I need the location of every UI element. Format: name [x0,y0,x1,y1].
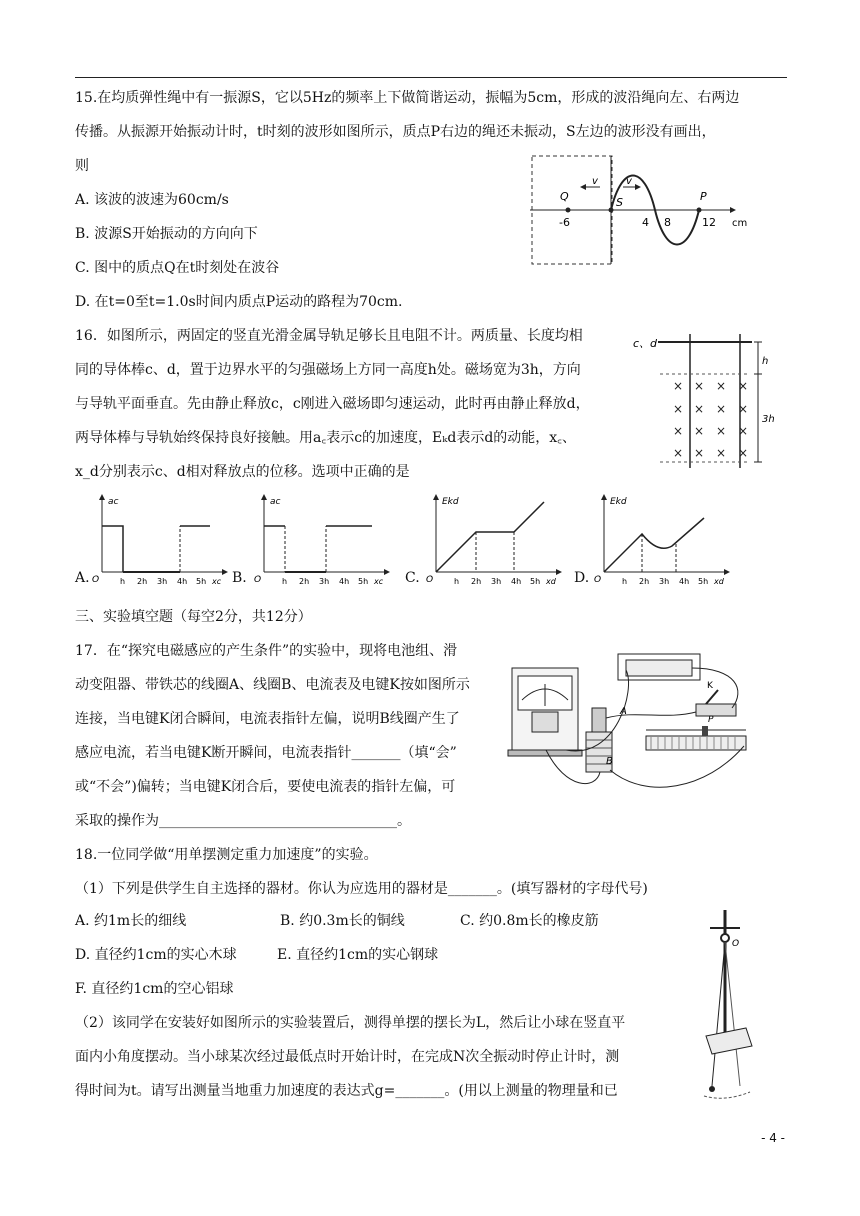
svg-text:K: K [707,681,713,691]
svg-text:5h: 5h [196,577,207,586]
svg-text:Ekd: Ekd [610,497,627,507]
svg-text:×: × [738,446,749,460]
q15-option-b: B. 波源S开始振动的方向向下 [75,226,258,242]
page-number: - 4 - [761,1131,785,1145]
q17-line-5: 或“不会”)偏转；当电键K闭合后，要使电流表的指针左偏，可 [75,779,456,795]
svg-text:O: O [254,575,262,585]
q18-option-c: C. 约0.8m长的橡皮筋 [460,913,599,929]
svg-text:3h: 3h [157,577,168,586]
q16-line-2: 同的导体棒c、d，置于边界水平的匀强磁场上方同一高度h处。磁场宽为3h，方向 [75,362,581,378]
header-rule [75,77,787,78]
svg-text:h: h [282,577,288,586]
q15-wave-figure [530,154,756,266]
q17-line-3: 连接，当电键K闭合瞬间，电流表指针左偏，说明B线圈产生了 [75,711,460,727]
svg-text:-6: -6 [559,216,570,229]
svg-text:5h: 5h [358,577,369,586]
stand-base [706,1028,752,1054]
svg-text:×: × [673,379,684,393]
svg-text:3h: 3h [659,577,670,586]
svg-text:h: h [454,577,460,586]
svg-text:O: O [732,939,740,949]
q17-line-6: 采取的操作为__________________________________。 [75,813,411,829]
svg-text:×: × [694,402,705,416]
q18-part2-line-3: 得时间为t。请写出测量当地重力加速度的表达式g=_______。(用以上测量的物理量和已 [75,1083,618,1099]
svg-text:5h: 5h [698,577,709,586]
svg-text:4h: 4h [339,577,350,586]
q17-line-4: 感应电流，若当电键K断开瞬间，电流表指针_______（填“会” [75,745,457,761]
svg-text:×: × [716,402,727,416]
svg-text:×: × [694,379,705,393]
q18-option-b: B. 约0.3m长的铜线 [280,913,405,929]
svg-text:xc: xc [374,577,384,586]
svg-text:v: v [626,176,632,187]
svg-text:Ekd: Ekd [442,497,459,507]
q16-graph-a-label: A. [75,570,90,586]
svg-text:2h: 2h [137,577,148,586]
svg-text:12: 12 [702,216,716,229]
svg-text:2h: 2h [639,577,650,586]
svg-text:h: h [120,577,126,586]
q16-rail-figure [630,334,782,468]
svg-text:h: h [762,356,769,367]
svg-text:cm: cm [732,218,748,229]
q16-line-5: x_d分别表示c、d相对释放点的位移。选项中正确的是 [75,464,410,480]
svg-text:Q: Q [560,190,569,203]
q16-graph-c [424,492,564,586]
svg-text:3h: 3h [319,577,330,586]
q16-graph-d [592,492,732,586]
svg-text:xd: xd [546,577,556,586]
svg-text:×: × [716,446,727,460]
svg-text:4h: 4h [511,577,522,586]
svg-text:×: × [673,424,684,438]
q16-graph-d-label: D. [574,570,590,586]
q16-graph-b [252,492,392,586]
svg-text:ac: ac [270,497,281,507]
svg-text:×: × [673,446,684,460]
q15-line-2: 传播。从振源开始振动计时，t时刻的波形如图所示，质点P右边的绳还未振动，S左边的波形没有画出， [75,124,716,140]
q18-option-a: A. 约1m长的细线 [75,913,187,929]
switch-k [696,704,736,716]
svg-text:P: P [700,190,707,203]
svg-text:h: h [622,577,628,586]
svg-text:O: O [594,575,602,585]
svg-text:8: 8 [664,216,671,229]
pendulum-bob [709,1086,715,1092]
svg-text:S: S [616,196,623,209]
svg-text:2h: 2h [299,577,310,586]
q16-graph-a [90,492,230,586]
svg-text:v: v [592,176,598,187]
q17-line-2: 动变阻器、带铁芯的线圈A、线圈B、电流表及电键K按如图所示 [75,677,470,693]
svg-text:3h: 3h [762,414,775,425]
q16-line-4: 两导体棒与导轨始终保持良好接触。用a꜀表示c的加速度，Eₖd表示d的动能，x꜀、 [75,430,577,446]
svg-text:×: × [738,402,749,416]
q18-option-e: E. 直径约1cm的实心钢球 [277,947,439,963]
svg-text:O: O [92,575,100,585]
q15-option-c: C. 图中的质点Q在t时刻处在波谷 [75,260,280,276]
q16-graph-c-label: C. [405,570,420,586]
q16-line-1: 16．如图所示，两固定的竖直光滑金属导轨足够长且电阻不计。两质量、长度均相 [75,328,583,344]
q15-option-d: D. 在t=0至t=1.0s时间内质点P运动的路程为70cm. [75,294,403,310]
q18-pendulum-figure [700,906,770,1100]
svg-text:×: × [738,424,749,438]
q15-option-a: A. 该波的波速为60cm/s [75,192,229,208]
svg-text:×: × [673,402,684,416]
svg-text:ac: ac [108,497,119,507]
q18-option-d: D. 直径约1cm的实心木球 [75,947,237,963]
svg-text:×: × [716,379,727,393]
q15-line-3: 则 [75,158,89,174]
q18-part2-line-1: （2）该同学在安装好如图所示的实验装置后，测得单摆的摆长为L，然后让小球在竖直平 [75,1015,626,1031]
q18-part2-line-2: 面内小角度摆动。当小球某次经过最低点时开始计时，在完成N次全振动时停止计时，测 [75,1049,620,1065]
svg-text:A: A [620,706,627,717]
q18-line-2: （1）下列是供学生自主选择的器材。你认为应选用的器材是_______。(填写器材的字母代号) [75,881,648,897]
svg-text:P: P [708,715,714,725]
svg-text:4h: 4h [679,577,690,586]
svg-text:4h: 4h [177,577,188,586]
battery-pack [626,660,692,676]
rheostat [646,736,746,750]
svg-text:4: 4 [642,216,649,229]
svg-text:×: × [694,424,705,438]
q16-line-3: 与导轨平面垂直。先由静止释放c，c刚进入磁场即匀速运动，此时再由静止释放d， [75,396,590,412]
q18-line-1: 18.一位同学做“用单摆测定重力加速度”的实验。 [75,847,378,863]
svg-text:×: × [716,424,727,438]
q16-graph-b-label: B. [232,570,247,586]
q17-line-1: 17．在“探究电磁感应的产生条件”的实验中，现将电池组、滑 [75,643,458,659]
svg-text:3h: 3h [491,577,502,586]
q17-circuit-figure [506,650,760,800]
svg-text:c、d: c、d [633,337,658,350]
q18-option-f: F. 直径约1cm的空心铝球 [75,981,234,997]
svg-text:xc: xc [212,577,222,586]
svg-text:5h: 5h [530,577,541,586]
svg-text:×: × [738,379,749,393]
svg-text:2h: 2h [471,577,482,586]
q15-line-1: 15.在均质弹性绳中有一振源S，它以5Hz的频率上下做简谐运动，振幅为5cm，形成的波沿绳向左、右两边 [75,90,740,106]
svg-text:B: B [606,756,613,767]
svg-text:xd: xd [714,577,724,586]
svg-text:×: × [694,446,705,460]
svg-text:O: O [426,575,434,585]
section-3-heading: 三、实验填空题（每空2分，共12分） [75,609,312,625]
